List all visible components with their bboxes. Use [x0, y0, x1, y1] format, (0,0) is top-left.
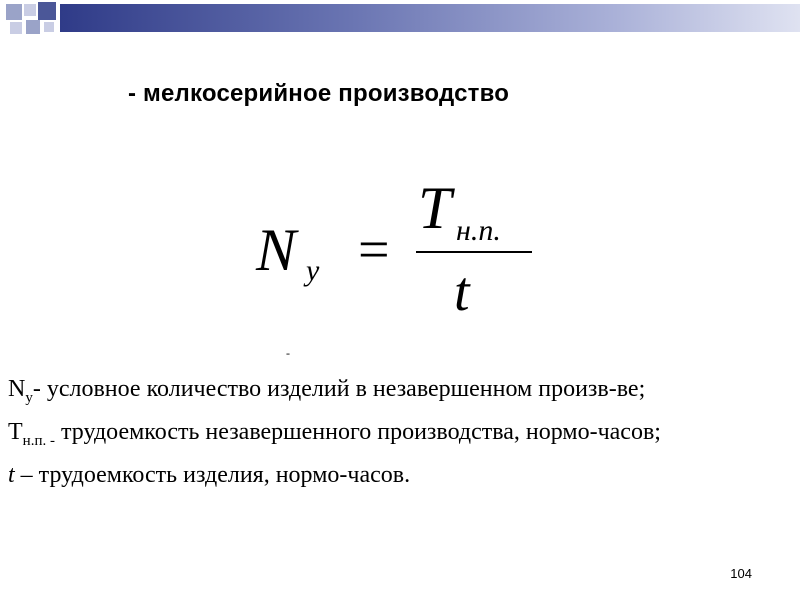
legend-text: трудоемкость незавершенного производства, нормо-часов;: [54, 419, 661, 445]
formula-numerator-letter: T: [418, 175, 452, 241]
legend-line-tnp: [8, 415, 798, 458]
formula: [250, 175, 550, 323]
legend-text: - условное количество изделий в незавершенном произв-ве;: [32, 376, 646, 402]
legend-symbol: Т: [8, 419, 23, 445]
fraction-bar: [416, 251, 532, 253]
legend-line-t: [8, 458, 798, 492]
formula-numerator-subscript: н.п.: [456, 214, 501, 247]
decor-square: [6, 4, 22, 20]
legend-symbol: N: [8, 376, 26, 402]
header-gradient-bar: [60, 4, 800, 32]
slide-header-band: [0, 0, 800, 40]
formula-legend: [8, 372, 798, 492]
slide-subtitle: - мелкосерийное производство: [128, 80, 510, 107]
formula-equals: =: [358, 219, 390, 281]
legend-subscript: н.п. -: [22, 433, 55, 449]
formula-lhs-letter: N: [256, 217, 297, 283]
decor-square: [26, 20, 40, 34]
decor-square: [10, 22, 22, 34]
legend-symbol: t: [8, 462, 15, 488]
decor-square: [44, 22, 54, 32]
formula-lhs-subscript: у: [306, 254, 320, 287]
decor-square: [24, 4, 36, 16]
legend-line-ny: [8, 372, 798, 415]
formula-denominator-letter: t: [454, 261, 470, 323]
legend-subscript: у: [25, 390, 33, 406]
legend-text: – трудоемкость изделия, нормо-часов.: [14, 462, 411, 488]
dash-mark: -: [286, 346, 290, 360]
slide-page-number: 104: [730, 566, 752, 581]
decor-square: [38, 2, 56, 20]
